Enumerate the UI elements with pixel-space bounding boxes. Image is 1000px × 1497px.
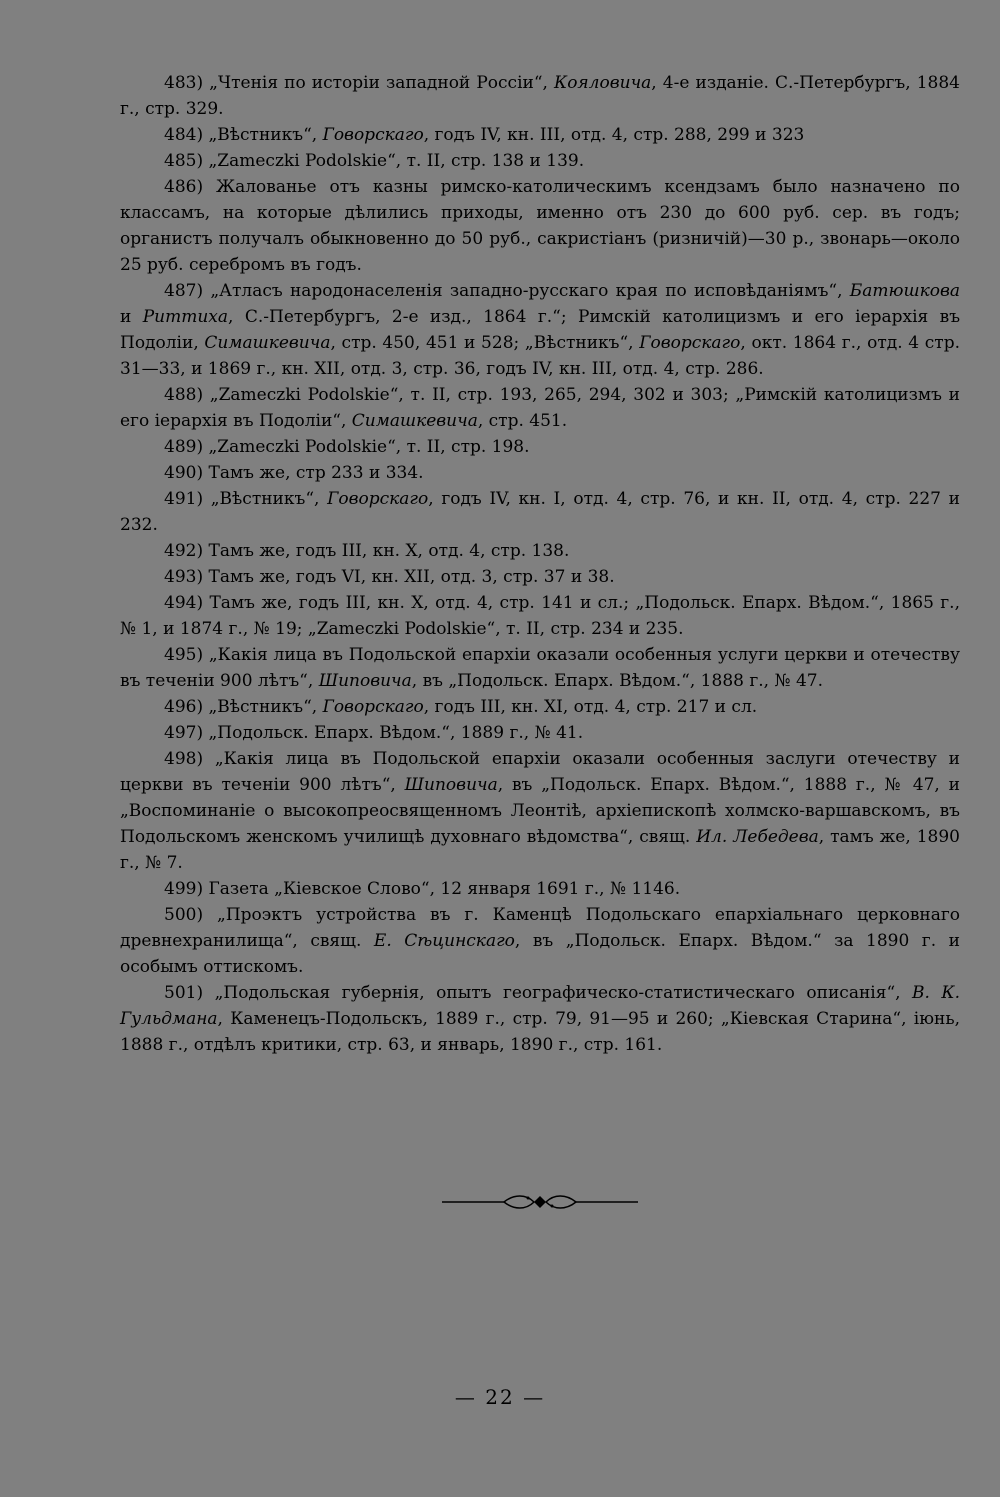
footnote-text: , С.-Петербургъ, 2-е изд., 1864 г.“; Римскій католицизмъ и его іерархія въ Подоліи, [120,307,961,353]
footnote-text: 486) Жалованье отъ казны римско-католическимъ ксендзамъ было назначено по классамъ, на которые дѣлились приходы, именно отъ 230 до 600 руб. сер. въ годъ; органистъ получалъ обыкновенно до 50 руб., сакристіанъ (ризничій)—30 р., звонарь—около 25 руб. серебромъ въ годъ. [120,177,960,275]
footnote [120,590,960,642]
author-name: Шиповича [404,775,498,795]
footnote [120,382,960,434]
footnote-text: , годъ IV, кн. I, отд. 4, стр. 76, и кн. II, отд. 4, стр. 227 и 232. [120,489,960,535]
footnote-text: , 4-е изданіе. С.-Петербургъ, 1884 г., стр. 329. [120,73,960,119]
author-name: Говорскаго [322,125,424,145]
footnote-text: 490) Тамъ же, стр 233 и 334. [164,463,424,483]
footnote [120,174,960,278]
footnote-text: 496) „Вѣстникъ“, [164,697,323,717]
author-name: Симашкевича [204,333,331,353]
footnote [120,642,960,694]
footnote [120,980,960,1058]
footnote-text: , годъ III, кн. XI, отд. 4, стр. 217 и сл. [423,697,758,717]
author-name: Е. Сѣцинскаго [373,931,515,951]
footnote-text: , въ „Подольск. Епарх. Вѣдом.“ за 1890 г. и особымъ оттискомъ. [120,931,960,977]
footnote-text: 498) „Какія лица въ Подольской епархіи оказали особенныя заслуги отечеству и церкви въ теченіи 900 лѣтъ“, [120,749,960,795]
author-name: В. К. Гульдмана [120,983,960,1029]
footnote [120,694,960,720]
author-name: Говорскаго [327,489,429,509]
footnote-text: , въ „Подольск. Епарх. Вѣдом.“, 1888 г., № 47. [411,671,823,691]
footnote [120,746,960,876]
footnote-text: 497) „Подольск. Епарх. Вѣдом.“, 1889 г., № 41. [164,723,584,743]
footnote-text: , Каменецъ-Подольскъ, 1889 г., стр. 79, 91—95 и 260; „Кіевская Старина“, іюнь, 1888 г., отдѣлъ критики, стр. 63, и январь, 1890 г., стр. 161. [120,1009,960,1055]
footnote-text: 499) Газета „Кіевское Слово“, 12 января 1691 г., № 1146. [164,879,681,899]
author-name: Батюшкова [849,281,960,301]
footnote-text: 484) „Вѣстникъ“, [164,125,323,145]
footnote-text: 493) Тамъ же, годъ VI, кн. XII, отд. 3, стр. 37 и 38. [164,567,615,587]
author-name: Говорскаго [639,333,741,353]
footnote-text: 501) „Подольская губернія, опытъ географическо-статистическаго описанія“, [164,983,913,1003]
footnote-text: , годъ IV, кн. III, отд. 4, стр. 288, 299 и 323 [423,125,805,145]
author-name: Риттиха [142,307,229,327]
footnote-text: 485) „Zameczki Podolskie“, т. II, стр. 138 и 139. [164,151,585,171]
footnote-text: , окт. 1864 г., отд. 4 стр. 31—33, и 1869 г., кн. XII, отд. 3, стр. 36, годъ IV, кн. III, отд. 4, стр. 286. [120,333,960,379]
footnote [120,278,960,382]
footnote-text: 489) „Zameczki Podolskie“, т. II, стр. 198. [164,437,530,457]
footnote [120,148,960,174]
author-name: Ил. Лебедева [696,827,819,847]
footnote [120,486,960,538]
author-name: Симашкевича [351,411,478,431]
footnote [120,902,960,980]
footnote-text: 500) „Проэктъ устройства въ г. Каменцѣ Подольскаго епархіальнаго церковнаго древнехранилища“, свящ. [120,905,960,951]
footnote [120,876,960,902]
footnote-text: 487) „Атласъ народонаселенія западно-русскаго края по исповѣданіямъ“, [164,281,850,301]
footnote-text: 491) „Вѣстникъ“, [164,489,328,509]
footnote-text: , стр. 451. [477,411,568,431]
ornament-divider [442,1190,638,1214]
footnote-text: и [120,307,143,327]
footnote [120,460,960,486]
footnote [120,564,960,590]
author-name: Говорскаго [322,697,424,717]
footnote [120,122,960,148]
footnote-text: 492) Тамъ же, годъ III, кн. X, отд. 4, стр. 138. [164,541,570,561]
footnote [120,538,960,564]
footnote [120,70,960,122]
footnote-text: 494) Тамъ же, годъ III, кн. X, отд. 4, стр. 141 и сл.; „Подольск. Епарх. Вѣдом.“, 1865 г., № 1, и 1874 г., № 19; „Zameczki Podolskie“, т. II, стр. 234 и 235. [120,593,960,639]
footnote-text: 483) „Чтенія по исторіи западной Россіи“, [164,73,555,93]
author-name: Кояловича [554,73,652,93]
footnote-text: , въ „Подольск. Епарх. Вѣдом.“, 1888 г., № 47, и „Воспоминаніе о высокопреосвященномъ Леонтіѣ, архіепископѣ холмско-варшавскомъ, въ Подольскомъ женскомъ училищѣ духовнаго вѣдомства“, свящ. [120,775,960,847]
footnote [120,434,960,460]
footnote-text: 488) „Zameczki Podolskie“, т. II, стр. 193, 265, 294, 302 и 303; „Римскій католицизмъ и его іерархія въ Подоліи“, [120,385,960,431]
footnote-text: , стр. 450, 451 и 528; „Вѣстникъ“, [330,333,640,353]
footnote-text: , тамъ же, 1890 г., № 7. [120,827,961,873]
page-number: — 22 — [454,1385,546,1409]
author-name: Шиповича [318,671,412,691]
footnote [120,720,960,746]
footnotes-list [120,70,960,1058]
footnote-text: 495) „Какія лица въ Подольской епархіи оказали особенныя услуги церкви и отечеству въ теченіи 900 лѣтъ“, [120,645,960,691]
